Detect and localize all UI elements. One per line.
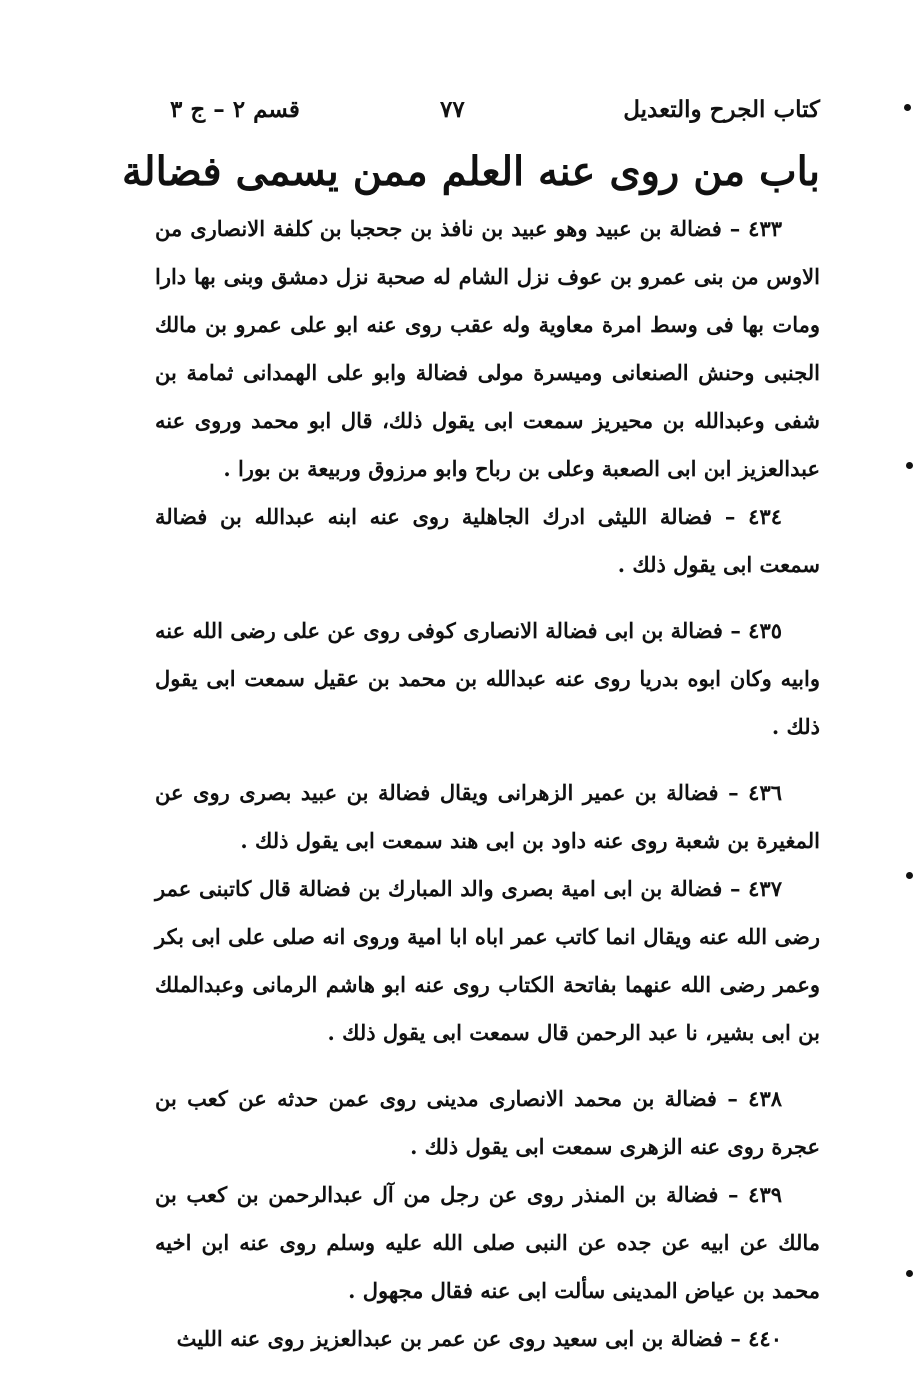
entry-text: فضالة بن ابى سعيد روى عن عمر بن عبدالعزيز روى عنه الليث — [176, 1326, 724, 1351]
entry-number: ٤٤٠ — [748, 1326, 782, 1351]
entry-number: ٤٣٤ — [748, 504, 782, 529]
entry-number: ٤٣٧ — [748, 876, 782, 901]
entry-number: ٤٣٣ — [748, 216, 783, 241]
entry-text: فضالة الليثى ادرك الجاهلية روى عنه ابنه عبدالله بن فضالة سمعت ابى يقول ذلك . — [155, 504, 820, 577]
margin-dot — [906, 872, 913, 879]
margin-dot — [906, 1270, 913, 1277]
chapter-title: باب من روى عنه العلم ممن يسمى فضالة — [121, 148, 820, 195]
entry: ٤٣٤ – فضالة الليثى ادرك الجاهلية روى عنه ابنه عبدالله بن فضالة سمعت ابى يقول ذلك . — [155, 504, 820, 577]
entry-number: ٤٣٩ — [748, 1182, 783, 1207]
entry: ٤٣٧ – فضالة بن ابى امية بصرى والد المبارك بن فضالة قال كاتبنى عمر رضى الله عنه ويقال انما كاتب عمر اباه ابا امية وروى انه صلى على ابى بكر وعمر رضى الله عنهما بفاتحة الكتاب روى عنه ابو هاشم الرمانى وعبدالملك بن ابى بشير، نا عبد الرحمن قال سمعت ابى يقول ذلك . — [155, 876, 820, 1045]
entry: ٤٣٦ – فضالة بن عمير الزهرانى ويقال فضالة بن عبيد بصرى روى عن المغيرة بن شعبة روى عنه داود بن ابى هند سمعت ابى يقول ذلك . — [155, 780, 820, 853]
entry-text: فضالة بن محمد الانصارى مدينى روى عمن حدثه عن كعب بن عجرة روى عنه الزهرى سمعت ابى يقول ذلك . — [155, 1086, 820, 1159]
entries-body — [155, 205, 820, 1363]
running-header — [150, 96, 820, 136]
book-title: كتاب الجرح والتعديل — [623, 96, 820, 123]
page-number: ٧٧ — [440, 96, 465, 123]
entry-text: فضالة بن المنذر روى عن رجل من آل عبدالرحمن بن كعب بن مالك عن ابيه عن جده عن النبى صلى الله عليه وسلم روى عنه ابن اخيه محمد بن عياض المدينى سألت ابى عنه فقال مجهول . — [155, 1182, 820, 1303]
entry-number: ٤٣٥ — [748, 618, 783, 643]
entry-number: ٤٣٨ — [748, 1086, 783, 1111]
entry-text: فضالة بن عبيد وهو عبيد بن نافذ بن جحجبا بن كلفة الانصارى من الاوس من بنى عمرو بن عوف نزل الشام له صحبة نزل دمشق وبنى بها دارا ومات بها فى وسط امرة معاوية وله عقب روى عنه ابو على عمرو بن مالك الجنبى وحنش الصنعانى وميسرة مولى فضالة وابو على الهمدانى ثمامة بن شفى وعبدالله بن محيريز سمعت ابى يقول ذلك، قال ابو محمد وروى عنه عبدالعزيز ابن ابى الصعبة وعلى بن رباح وابو مرزوق وربيعة بن بورا . — [155, 216, 820, 481]
entry-text: فضالة بن ابى امية بصرى والد المبارك بن فضالة قال كاتبنى عمر رضى الله عنه ويقال انما كاتب عمر اباه ابا امية وروى انه صلى على ابى بكر وعمر رضى الله عنهما بفاتحة الكتاب روى عنه ابو هاشم الرمانى وعبدالملك بن ابى بشير، نا عبد الرحمن قال سمعت ابى يقول ذلك . — [155, 876, 820, 1045]
entry-text: فضالة بن عمير الزهرانى ويقال فضالة بن عبيد بصرى روى عن المغيرة بن شعبة روى عنه داود بن ابى هند سمعت ابى يقول ذلك . — [155, 780, 820, 853]
entry: ٤٣٨ – فضالة بن محمد الانصارى مدينى روى عمن حدثه عن كعب بن عجرة روى عنه الزهرى سمعت ابى يقول ذلك . — [155, 1086, 820, 1159]
entry: ٤٤٠ – فضالة بن ابى سعيد روى عن عمر بن عبدالعزيز روى عنه الليث — [176, 1326, 782, 1351]
margin-dot — [906, 462, 913, 469]
entry: ٤٣٩ – فضالة بن المنذر روى عن رجل من آل عبدالرحمن بن كعب بن مالك عن ابيه عن جده عن النبى صلى الله عليه وسلم روى عنه ابن اخيه محمد بن عياض المدينى سألت ابى عنه فقال مجهول . — [155, 1182, 820, 1303]
entry: ٤٣٣ – فضالة بن عبيد وهو عبيد بن نافذ بن جحجبا بن كلفة الانصارى من الاوس من بنى عمرو بن عوف نزل الشام له صحبة نزل دمشق وبنى بها دارا ومات بها فى وسط امرة معاوية وله عقب روى عنه ابو على عمرو بن مالك الجنبى وحنش الصنعانى وميسرة مولى فضالة وابو على الهمدانى ثمامة بن شفى وعبدالله بن محيريز سمعت ابى يقول ذلك، قال ابو محمد وروى عنه عبدالعزيز ابن ابى الصعبة وعلى بن رباح وابو مرزوق وربيعة بن بورا . — [155, 216, 820, 481]
margin-dot — [904, 104, 911, 111]
entry-number: ٤٣٦ — [748, 780, 783, 805]
part-label: قسم ٢ – ج ٣ — [170, 96, 300, 123]
entry-text: فضالة بن ابى فضالة الانصارى كوفى روى عن على رضى الله عنه وابيه وكان ابوه بدريا روى عنه عبدالله بن محمد بن عقيل سمعت ابى يقول ذلك . — [155, 618, 820, 739]
entry: ٤٣٥ – فضالة بن ابى فضالة الانصارى كوفى روى عن على رضى الله عنه وابيه وكان ابوه بدريا روى عنه عبدالله بن محمد بن عقيل سمعت ابى يقول ذلك . — [155, 618, 820, 739]
